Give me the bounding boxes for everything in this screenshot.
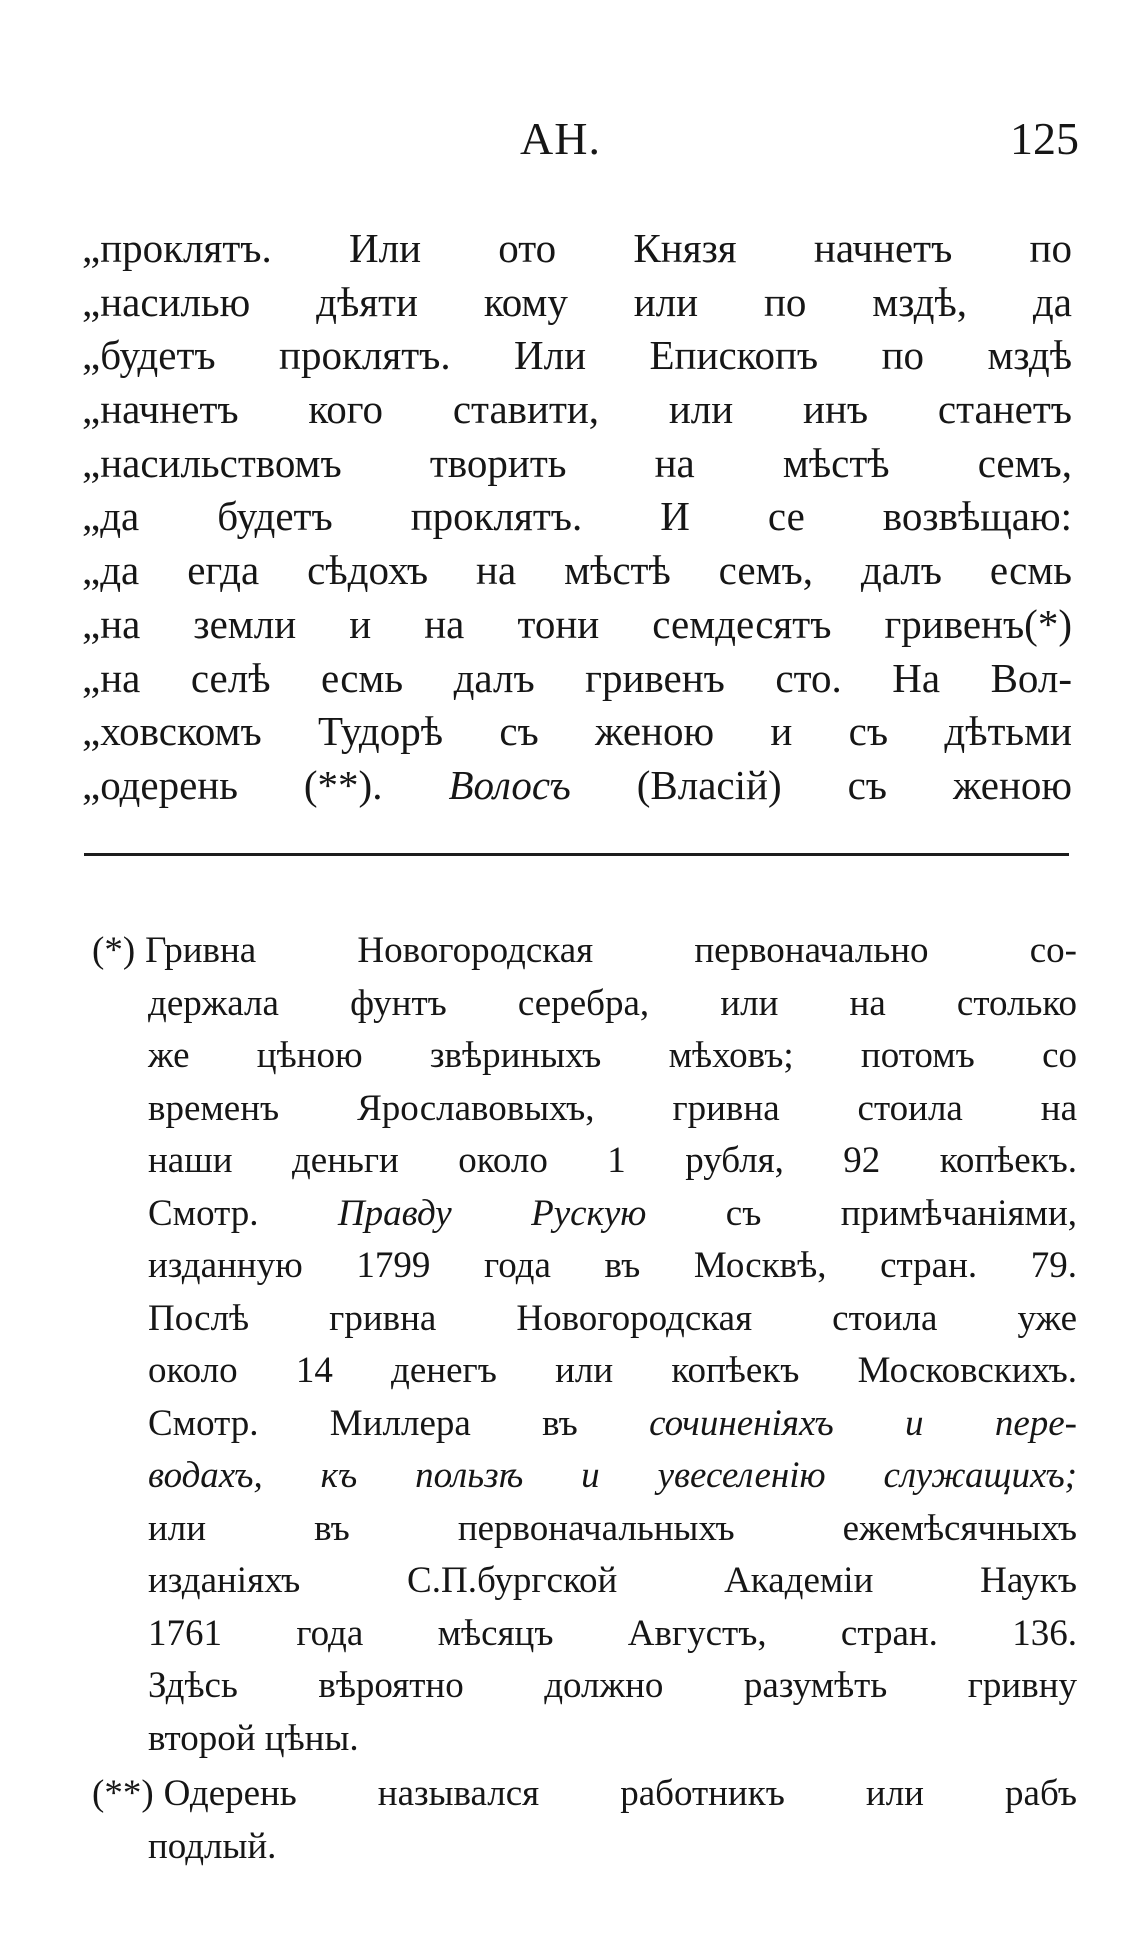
text-segment: временъ Ярославовыхъ, гривна стоила на — [148, 1087, 1077, 1129]
text-line: „да егда сѣдохъ на мѣстѣ семъ, далъ есмь — [82, 547, 1072, 594]
footnote-line — [92, 1450, 1077, 1503]
text-segment: изданную 1799 года въ Москвѣ, стран. 79. — [148, 1245, 1077, 1286]
text-segment: 1761 года мѣсяцъ Августъ, стран. 136. — [148, 1612, 1077, 1654]
text-segment: Смотр. Миллера въ — [148, 1402, 650, 1444]
text-segment: изданіяхъ С.П.бургской Академіи Наукъ — [148, 1560, 1077, 1601]
footnote-line — [92, 1293, 1077, 1346]
footnote-first-line — [92, 925, 1077, 978]
footnote-line — [92, 1503, 1077, 1556]
footnote-line — [92, 1713, 1077, 1766]
footnote-line — [92, 1660, 1077, 1713]
text-segment: второй цѣны. — [148, 1717, 359, 1759]
footnote-marker: (**) — [92, 1773, 154, 1814]
text-segment: около 14 денегъ или копѣекъ Московскихъ. — [148, 1350, 1077, 1391]
text-line: „насильствомъ творить на мѣстѣ семъ, — [82, 439, 1072, 486]
text-segment: или въ первоначальныхъ ежемѣсячныхъ — [148, 1507, 1077, 1549]
italic-name: Волосъ — [448, 761, 571, 808]
text-segment: Послѣ гривна Новогородская стоила уже — [148, 1297, 1077, 1339]
text-segment: (Власій) съ женою — [636, 761, 1073, 808]
text-line: „насилью дѣяти кому или по мздѣ, да — [82, 278, 1072, 325]
footnote-first-line — [92, 1768, 1077, 1821]
footnote-line — [92, 1555, 1077, 1608]
text-segment: Здѣсь вѣроятно должно разумѣть гривну — [148, 1665, 1077, 1706]
text-line: „проклятъ. Или ото Князя начнетъ по — [82, 225, 1072, 271]
footnote-line — [92, 1135, 1077, 1188]
text-segment: наши деньги около 1 рубля, 92 копѣекъ. — [148, 1140, 1077, 1181]
text-line: „будетъ проклятъ. Или Епископъ по мздѣ — [82, 332, 1072, 379]
footnote-text: Гривна Новогородская первоначально со- — [145, 930, 1077, 971]
text-segment: подлый. — [148, 1825, 277, 1867]
italic-title: Правду Рускую — [337, 1192, 647, 1234]
text-line: „начнетъ кого ставити, или инъ станетъ — [82, 386, 1072, 433]
text-line-last — [82, 759, 1072, 813]
page-header — [0, 112, 1140, 172]
page-number: 125 — [1010, 113, 1079, 164]
text-segment: Смотр. — [148, 1192, 338, 1234]
footnote-line — [92, 1083, 1077, 1136]
footnote-line — [92, 1608, 1077, 1661]
footnote-line — [92, 1030, 1077, 1083]
text-line: „на земли и на тони семдесятъ гривенъ(*) — [82, 600, 1072, 647]
text-segment: „одерень (**). — [82, 761, 383, 808]
footnote-line — [92, 1398, 1077, 1451]
italic-title: сочиненіяхъ и пере- — [649, 1402, 1077, 1444]
footnote-line — [92, 1821, 1077, 1874]
footnote-text: Одерень назывался работникъ или рабъ — [163, 1773, 1077, 1814]
footnote-line — [92, 1188, 1077, 1241]
text-segment: же цѣною звѣриныхъ мѣховъ; потомъ со — [148, 1035, 1077, 1076]
footnote-line — [92, 1240, 1077, 1293]
text-line: „на селѣ есмь далъ гривенъ сто. На Вол- — [82, 654, 1072, 701]
text-line: „ховскомъ Тудорѣ съ женою и съ дѣтьми — [82, 708, 1072, 755]
footnote-line — [92, 1345, 1077, 1398]
text-line: „да будетъ проклятъ. И се возвѣщаю: — [82, 493, 1072, 540]
footnote-divider — [84, 853, 1069, 856]
text-segment: съ примѣчаніями, — [646, 1192, 1077, 1234]
footnotes — [92, 925, 1077, 1873]
main-text — [82, 222, 1072, 813]
footnote-marker: (*) — [92, 930, 136, 971]
text-segment: держала фунтъ серебра, или на столько — [148, 982, 1077, 1024]
footnote-line — [92, 978, 1077, 1031]
running-head: АН. — [520, 113, 601, 164]
italic-title: водахъ, къ пользѣ и увеселенію служащихъ; — [148, 1455, 1077, 1496]
